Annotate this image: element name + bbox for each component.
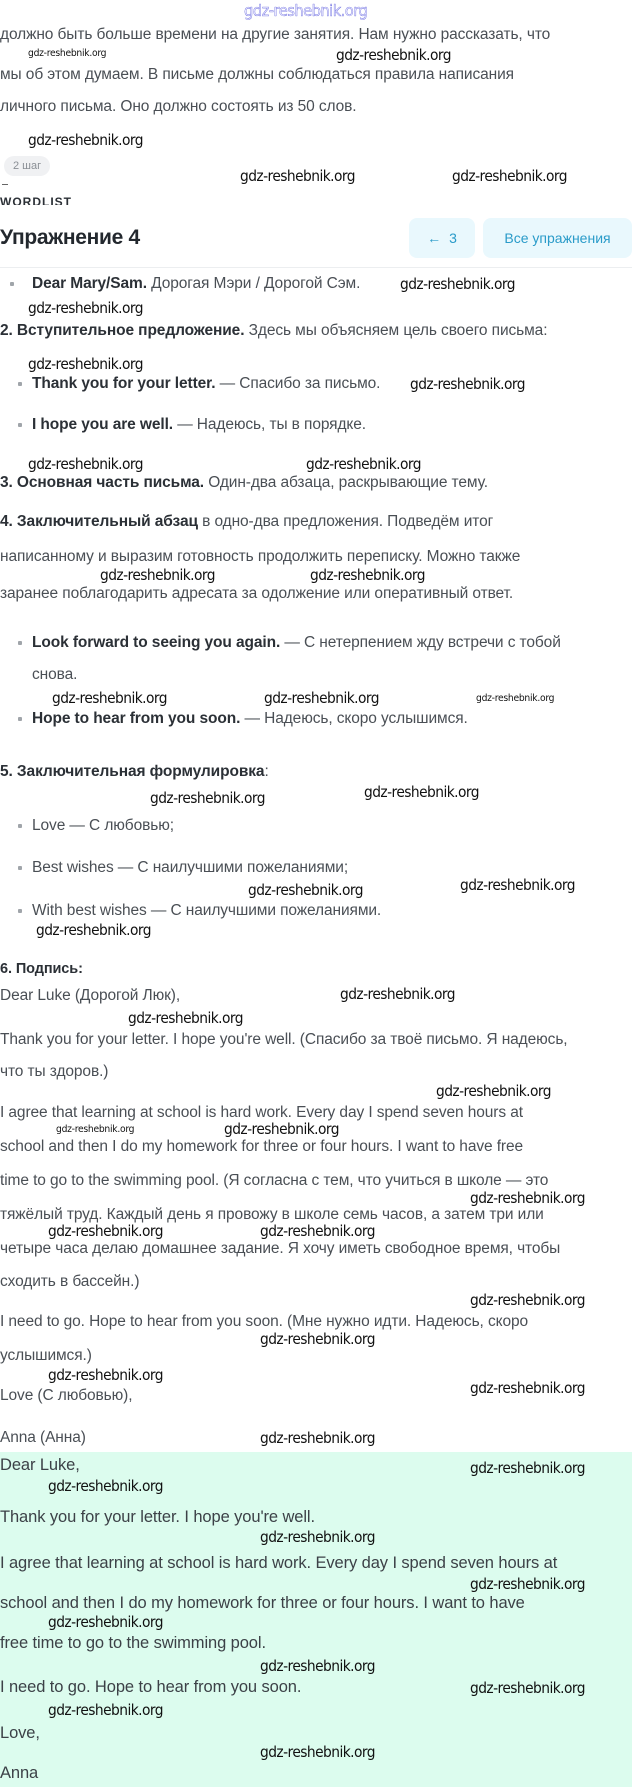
watermark: gdz-reshebnik.org (264, 689, 379, 707)
watermark: gdz-reshebnik.org (470, 1459, 585, 1477)
section-4-text: в одно-два предложения. Подведём итог (197, 513, 494, 530)
watermark: gdz-reshebnik.org (48, 1701, 163, 1719)
letter-line: school and then I do my homework for three or four hours. I want to have free (0, 1138, 524, 1155)
intro-line-2: мы об этом думаем. В письме должны соблюдаться правила написания (0, 66, 514, 83)
list-item-text: Дорогая Мэри / Дорогой Сэм. (146, 275, 361, 292)
letter-line: I agree that learning at school is hard work. Every day I spend seven hours at (0, 1104, 523, 1121)
list-item-text: — Надеюсь, ты в порядке. (172, 416, 367, 433)
bullet (18, 717, 22, 721)
watermark: gdz-reshebnik.org (476, 693, 555, 704)
answer-line: Love, (0, 1724, 40, 1742)
watermark: gdz-reshebnik.org (28, 131, 143, 149)
watermark: gdz-reshebnik.org (52, 689, 167, 707)
watermark: gdz-reshebnik.org (240, 167, 355, 185)
watermark: gdz-reshebnik.org (260, 1330, 375, 1348)
watermark: gdz-reshebnik.org (56, 1124, 135, 1135)
list-item-text: — С нетерпением жду встречи с тобой (280, 634, 561, 651)
bullet (18, 423, 22, 427)
list-item-bold: Dear Mary/Sam. (32, 275, 147, 292)
wordlist-label: WORDLIST (0, 196, 72, 205)
list-item-bold: Look forward to seeing you again. (32, 634, 281, 651)
list-item: Love — С любовью; (32, 817, 174, 834)
list-item-bold: Thank you for your letter. (32, 375, 216, 392)
letter-line: time to go to the swimming pool. (Я согласна с тем, что учиться в школе — это (0, 1172, 549, 1189)
list-item-bold: Hope to hear from you soon. (32, 710, 241, 727)
arrow-left-icon: ← (427, 230, 442, 246)
watermark: gdz-reshebnik.org (470, 1189, 585, 1207)
watermark: gdz-reshebnik.org (150, 789, 265, 807)
section-3-heading (0, 474, 488, 492)
watermark: gdz-reshebnik.org (48, 1222, 163, 1240)
watermark: gdz-reshebnik.org (400, 275, 515, 293)
list-item-text: — Надеюсь, скоро услышимся. (240, 710, 468, 727)
answer-line: Thank you for your letter. I hope you're well. (0, 1508, 315, 1526)
bullet (18, 824, 22, 828)
answer-line: free time to go to the swimming pool. (0, 1634, 266, 1652)
section-4-title: 4. Заключительный абзац (0, 513, 198, 530)
divider-dash (2, 184, 8, 185)
watermark: gdz-reshebnik.org (310, 566, 425, 584)
watermark-top: gdz-reshebnik.org (244, 1, 368, 20)
watermark: gdz-reshebnik.org (306, 455, 421, 473)
letter-line: Dear Luke (Дорогой Люк), (0, 987, 181, 1004)
all-exercises-button[interactable]: Все упражнения (483, 218, 632, 258)
bullet (10, 282, 14, 286)
bullet (18, 382, 22, 386)
page-title: Упражнение 4 (0, 226, 140, 249)
watermark: gdz-reshebnik.org (260, 1528, 375, 1546)
watermark: gdz-reshebnik.org (470, 1291, 585, 1309)
answer-line: Anna (0, 1764, 39, 1782)
watermark: gdz-reshebnik.org (36, 921, 151, 939)
list-item-dear (32, 275, 360, 293)
watermark: gdz-reshebnik.org (48, 1613, 163, 1631)
watermark: gdz-reshebnik.org (28, 355, 143, 373)
letter-line: тяжёлый труд. Каждый день я провожу в школе семь часов, а затем три или (0, 1206, 544, 1223)
watermark: gdz-reshebnik.org (260, 1657, 375, 1675)
section-3-text: Один-два абзаца, раскрывающие тему. (204, 474, 488, 491)
watermark: gdz-reshebnik.org (28, 48, 107, 59)
answer-line: I agree that learning at school is hard work. Every day I spend seven hours at (0, 1554, 558, 1572)
watermark: gdz-reshebnik.org (28, 455, 143, 473)
step-badge[interactable]: 2 шаг (4, 156, 50, 176)
letter-line: I need to go. Hope to hear from you soon. (Мне нужно идти. Надеюсь, скоро (0, 1313, 529, 1330)
answer-line: Dear Luke, (0, 1456, 80, 1474)
list-item: With best wishes — С наилучшими пожеланиями. (32, 902, 382, 919)
watermark: gdz-reshebnik.org (436, 1082, 551, 1100)
bullet (18, 909, 22, 913)
previous-exercise-number: 3 (449, 230, 457, 246)
section-2-text: Здесь мы объясняем цель своего письма: (244, 322, 548, 339)
watermark: gdz-reshebnik.org (48, 1477, 163, 1495)
section-2-title: 2. Вступительное предложение. (0, 322, 245, 339)
list-item (32, 375, 380, 393)
watermark: gdz-reshebnik.org (128, 1009, 243, 1027)
watermark: gdz-reshebnik.org (48, 1366, 163, 1384)
watermark: gdz-reshebnik.org (248, 881, 363, 899)
intro-line-3: личного письма. Оно должно состоять из 50 слов. (0, 98, 357, 115)
letter-line: Love (С любовью), (0, 1387, 133, 1404)
list-item (32, 416, 366, 434)
watermark: gdz-reshebnik.org (28, 299, 143, 317)
previous-exercise-button[interactable] (409, 218, 475, 258)
section-2-heading (0, 322, 547, 340)
letter-line: Thank you for your letter. I hope you're well. (Спасибо за твоё письмо. Я надеюсь, (0, 1031, 568, 1048)
watermark: gdz-reshebnik.org (470, 1575, 585, 1593)
answer-line: I need to go. Hope to hear from you soon. (0, 1678, 302, 1696)
list-item (32, 710, 468, 728)
watermark: gdz-reshebnik.org (470, 1379, 585, 1397)
section-5-title: 5. Заключительная формулировка (0, 763, 265, 780)
list-item-continuation: снова. (32, 666, 78, 683)
letter-line: что ты здоров.) (0, 1063, 109, 1080)
letter-line: сходить в бассейн.) (0, 1273, 140, 1290)
watermark: gdz-reshebnik.org (336, 46, 451, 64)
letter-line: Anna (Анна) (0, 1429, 86, 1446)
section-4-heading (0, 513, 493, 531)
bullet (18, 641, 22, 645)
list-item-bold: I hope you are well. (32, 416, 173, 433)
watermark: gdz-reshebnik.org (260, 1222, 375, 1240)
watermark: gdz-reshebnik.org (410, 375, 525, 393)
intro-line-1: должно быть больше времени на другие занятия. Нам нужно рассказать, что (0, 26, 551, 43)
list-item: Best wishes — С наилучшими пожеланиями; (32, 859, 349, 876)
watermark: gdz-reshebnik.org (260, 1429, 375, 1447)
watermark: gdz-reshebnik.org (364, 783, 479, 801)
letter-line: четыре часа делаю домашнее задание. Я хочу иметь свободное время, чтобы (0, 1240, 561, 1257)
section-5-text: : (264, 763, 269, 780)
watermark: gdz-reshebnik.org (460, 876, 575, 894)
watermark: gdz-reshebnik.org (260, 1743, 375, 1761)
section-4-line: заранее поблагодарить адресата за одолжение или оперативный ответ. (0, 585, 514, 602)
section-4-line: написанному и выразим готовность продолжить переписку. Можно также (0, 548, 521, 565)
exercise-header (0, 208, 632, 268)
watermark: gdz-reshebnik.org (100, 566, 215, 584)
watermark: gdz-reshebnik.org (224, 1120, 339, 1138)
watermark: gdz-reshebnik.org (452, 167, 567, 185)
answer-line: school and then I do my homework for three or four hours. I want to have (0, 1594, 525, 1612)
letter-line: услышимся.) (0, 1347, 92, 1364)
watermark: gdz-reshebnik.org (340, 985, 455, 1003)
list-item (32, 634, 561, 652)
section-3-title: 3. Основная часть письма. (0, 474, 204, 491)
watermark: gdz-reshebnik.org (470, 1679, 585, 1697)
section-6-heading: 6. Подпись: (0, 961, 83, 977)
list-item-text: — Спасибо за письмо. (215, 375, 381, 392)
section-5-heading (0, 763, 269, 781)
bullet (18, 866, 22, 870)
